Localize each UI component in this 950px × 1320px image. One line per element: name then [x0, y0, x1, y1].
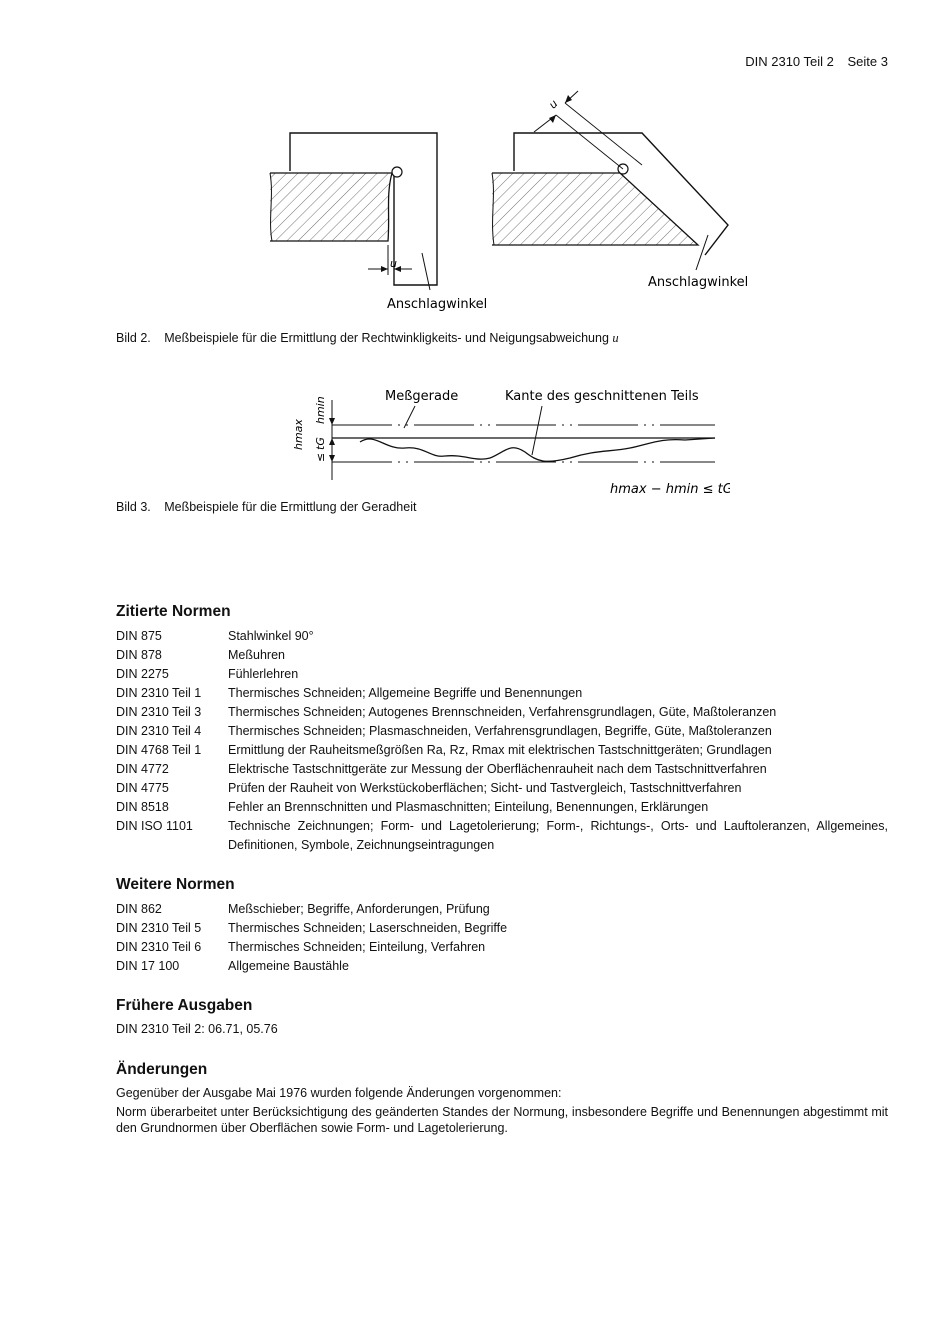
norm-row — [116, 938, 888, 957]
aenderungen-line1: Gegenüber der Ausgabe Mai 1976 wurden folgende Änderungen vorgenommen: — [116, 1086, 562, 1100]
figure-2-drawing — [250, 85, 770, 320]
norm-code: DIN 2310 Teil 3 — [116, 705, 202, 719]
norm-title: Prüfen der Rauheit von Werkstückoberflächen; Sicht- und Tastvergleich, Tastschnittverfahren — [228, 781, 742, 795]
norm-title: Thermisches Schneiden; Allgemeine Begriffe und Benennungen — [228, 686, 583, 700]
figure-3-caption-text: Meßbeispiele für die Ermittlung der Geradheit — [164, 500, 417, 514]
fruehere-ausgaben-section — [116, 997, 888, 1037]
norm-title: Meßschieber; Begriffe, Anforderungen, Prüfung — [228, 902, 490, 916]
figure-2-caption-symbol: u — [612, 331, 619, 345]
geradheit-formula: hmax − hmin ≤ tG — [610, 482, 730, 497]
norm-row — [116, 798, 888, 817]
norm-code: DIN 8518 — [116, 800, 169, 814]
norm-code: DIN ISO 1101 — [116, 819, 193, 833]
right-workpiece-hatch — [492, 173, 698, 245]
norm-row — [116, 722, 888, 741]
left-u-symbol: u — [390, 257, 397, 270]
norm-row — [116, 817, 888, 855]
aenderungen-section — [116, 1061, 888, 1136]
norm-code: DIN 878 — [116, 648, 162, 662]
norm-code: DIN 2310 Teil 1 — [116, 686, 202, 700]
zitierte-normen-section — [116, 603, 888, 855]
norm-title: Thermisches Schneiden; Einteilung, Verfahren — [228, 940, 486, 954]
aenderungen-heading: Änderungen — [116, 1061, 208, 1078]
norm-title: Thermisches Schneiden; Autogenes Brennschneiden, Verfahrensgrundlagen, Güte, Maßtoleranzen — [228, 705, 777, 719]
right-anschlagwinkel-label: Anschlagwinkel — [648, 275, 749, 290]
fruehere-ausgaben-text: DIN 2310 Teil 2: 06.71, 05.76 — [116, 1022, 278, 1036]
figure-2-number: Bild 2. — [116, 331, 151, 345]
left-anschlagwinkel-label: Anschlagwinkel — [387, 297, 488, 312]
t-g-label: tG — [314, 437, 327, 450]
edge-profile — [360, 438, 715, 461]
norm-title: Elektrische Tastschnittgeräte zur Messung der Oberflächenrauheit nach dem Tastschnittverfahren — [228, 762, 767, 776]
norm-title: Meßuhren — [228, 648, 285, 662]
norm-title: Thermisches Schneiden; Laserschneiden, Begriffe — [228, 921, 508, 935]
zitierte-normen-heading: Zitierte Normen — [116, 603, 231, 620]
kante-label: Kante des geschnittenen Teils — [505, 389, 699, 404]
h-min-label: hmin — [314, 396, 327, 424]
norm-row — [116, 779, 888, 798]
page-header — [735, 54, 888, 69]
weitere-normen-table — [116, 900, 888, 976]
norm-row — [116, 957, 888, 976]
norm-title: Fühlerlehren — [228, 667, 299, 681]
figure-2-caption-text: Meßbeispiele für die Ermittlung der Rechtwinkligkeits- und Neigungsabweichung — [164, 331, 609, 345]
norm-row — [116, 665, 888, 684]
norm-code: DIN 4772 — [116, 762, 169, 776]
norm-row — [116, 684, 888, 703]
header-page: Seite 3 — [847, 54, 888, 69]
norm-code: DIN 4775 — [116, 781, 169, 795]
h-max-label: hmax — [292, 419, 305, 450]
norm-title: Thermisches Schneiden; Plasmaschneiden, Verfahrensgrundlagen, Begriffe, Güte, Maßtoleranzen — [228, 724, 772, 738]
norm-code: DIN 4768 Teil 1 — [116, 743, 202, 757]
norm-code: DIN 17 100 — [116, 959, 180, 973]
norm-title: Stahlwinkel 90° — [228, 629, 314, 643]
norm-code: DIN 2275 — [116, 667, 169, 681]
norm-code: DIN 2310 Teil 5 — [116, 921, 202, 935]
norm-row — [116, 919, 888, 938]
figure-3-drawing — [280, 380, 730, 500]
messgerade-label: Meßgerade — [385, 389, 459, 404]
weitere-normen-section — [116, 876, 888, 976]
norm-code: DIN 2310 Teil 4 — [116, 724, 202, 738]
figure-2 — [250, 85, 770, 320]
norm-title: Allgemeine Baustähle — [228, 959, 349, 973]
figure-2-caption — [116, 331, 619, 346]
norm-title: Ermittlung der Rauheitsmeßgrößen Ra, Rz, Rmax mit elektrischen Tastschnittgeräten; Grundlagen — [228, 743, 772, 757]
norm-row — [116, 760, 888, 779]
norm-row — [116, 627, 888, 646]
norm-row — [116, 741, 888, 760]
norm-title: Technische Zeichnungen; Form- und Lagetolerierung; Form-, Richtungs-, Orts- und Lauftoleranzen, Allgemeines, Definitionen, Symbole, Zeichnungseintragungen — [228, 819, 888, 852]
fruehere-ausgaben-heading: Frühere Ausgaben — [116, 997, 253, 1014]
norm-code: DIN 2310 Teil 6 — [116, 940, 202, 954]
norm-row — [116, 703, 888, 722]
figure-3 — [280, 380, 730, 500]
norm-title: Fehler an Brennschnitten und Plasmaschnitten; Einteilung, Benennungen, Erklärungen — [228, 800, 709, 814]
figure-3-number: Bild 3. — [116, 500, 151, 514]
zitierte-normen-table — [116, 627, 888, 855]
aenderungen-line2: Norm überarbeitet unter Berücksichtigung des geänderten Standes der Normung, insbesondere Begriffe und Benennungen abgestimmt mit den Grundnormen über Oberflächen sowie Form- und Lagetolerierung. — [116, 1105, 888, 1135]
right-u-symbol: u — [546, 97, 561, 112]
norm-row — [116, 646, 888, 665]
left-workpiece-hatch — [270, 173, 392, 241]
norm-code: DIN 875 — [116, 629, 162, 643]
figure-3-caption — [116, 500, 416, 514]
weitere-normen-heading: Weitere Normen — [116, 876, 235, 893]
left-contact-point — [392, 167, 402, 177]
leq-symbol: ≤ — [314, 452, 327, 462]
header-standard: DIN 2310 Teil 2 — [745, 54, 834, 69]
norm-code: DIN 862 — [116, 902, 162, 916]
norm-row — [116, 900, 888, 919]
